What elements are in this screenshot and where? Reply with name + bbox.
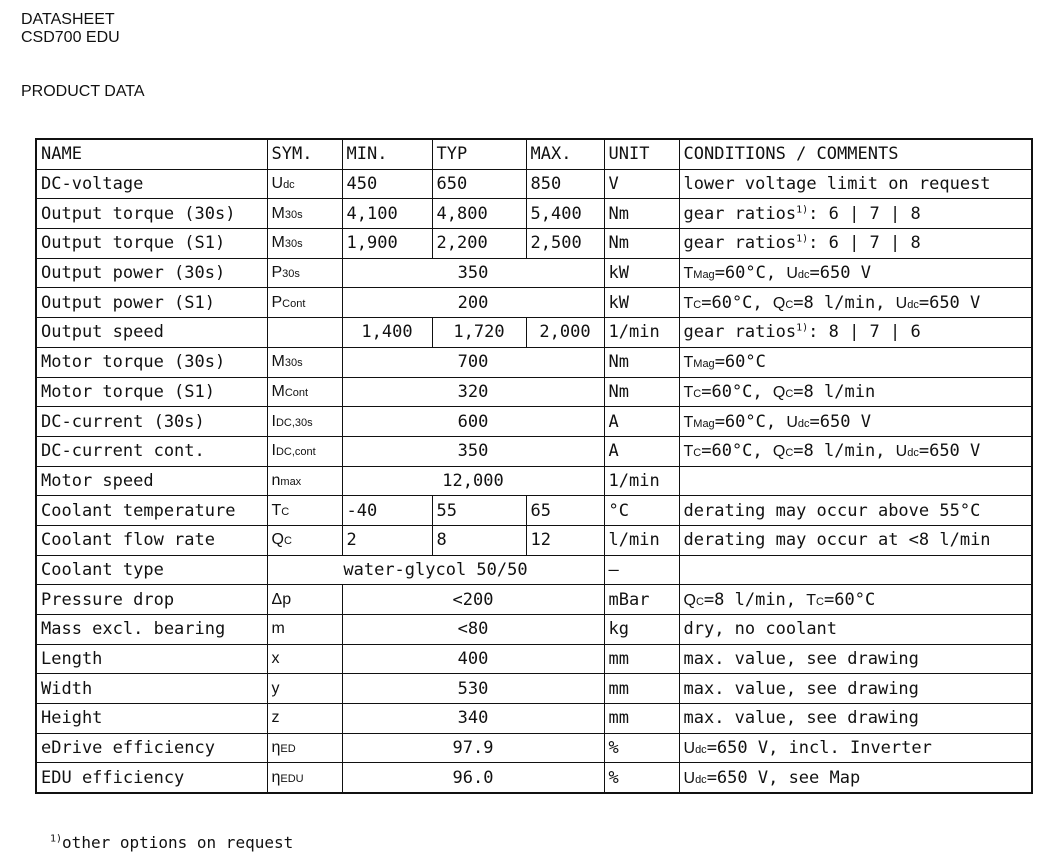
param-name: DC-voltage (36, 169, 267, 199)
cond-subscript: C (785, 298, 794, 311)
param-name: DC-current cont. (36, 436, 267, 466)
param-name: Coolant temperature (36, 496, 267, 526)
merged-value: water-glycol 50/50 (267, 555, 604, 585)
max-value: 5,400 (526, 199, 604, 229)
conditions (679, 555, 1032, 585)
unit: V (604, 169, 679, 199)
unit: mm (604, 644, 679, 674)
symbol-main: x (271, 650, 280, 668)
symbol-main: Δp (271, 590, 292, 608)
symbol-subscript: EDU (280, 772, 304, 785)
cond-text: gear ratios (683, 233, 797, 254)
symbol (267, 318, 342, 348)
symbol (267, 733, 342, 763)
conditions: derating may occur above 55°C (679, 496, 1032, 526)
cond-subscript: dc (797, 269, 810, 282)
unit: Nm (604, 347, 679, 377)
unit: 1/min (604, 318, 679, 348)
table-row (36, 615, 1032, 645)
footnote-text: other options on request (62, 833, 294, 852)
col-header-unit: UNIT (604, 139, 679, 169)
param-name: Output torque (30s) (36, 199, 267, 229)
symbol-main: z (271, 709, 280, 727)
unit: A (604, 407, 679, 437)
param-name: Mass excl. bearing (36, 615, 267, 645)
symbol-subscript: Cont (284, 386, 309, 399)
symbol-main: η (271, 739, 281, 757)
symbol (267, 585, 342, 615)
unit: % (604, 763, 679, 793)
typ-value: 4,800 (432, 199, 526, 229)
unit: mm (604, 674, 679, 704)
param-name: Length (36, 644, 267, 674)
symbol-subscript: dc (283, 179, 295, 192)
table-row (36, 377, 1032, 407)
table-row (36, 585, 1032, 615)
cond-text: =650 V (809, 263, 871, 284)
param-name: Height (36, 704, 267, 734)
table-row (36, 733, 1032, 763)
merged-value: 350 (342, 436, 604, 466)
unit: l/min (604, 525, 679, 555)
cond-text: : 6 | 7 | 8 (808, 203, 921, 224)
conditions: max. value, see drawing (679, 644, 1032, 674)
param-name: Motor speed (36, 466, 267, 496)
param-name: Output speed (36, 318, 267, 348)
table-row (36, 169, 1032, 199)
symbol (267, 347, 342, 377)
cond-text: =8 l/min, (703, 589, 807, 610)
cond-symbol: U (895, 443, 908, 461)
cond-subscript: Mag (693, 417, 715, 430)
cond-subscript: C (785, 387, 794, 400)
typ-value: 650 (432, 169, 526, 199)
cond-text: =60°C (714, 352, 766, 373)
cond-text: =60°C, (701, 292, 773, 313)
cond-text: =650 V, see Map (706, 767, 861, 788)
symbol-subscript: DC,30s (275, 416, 313, 429)
conditions: dry, no coolant (679, 615, 1032, 645)
conditions (679, 347, 1032, 377)
symbol-main: M (271, 204, 285, 222)
footnote (50, 833, 293, 852)
cond-symbol: Q (772, 383, 786, 401)
table-row (36, 704, 1032, 734)
max-value: 12 (526, 525, 604, 555)
col-header-min: MIN. (342, 139, 432, 169)
conditions: derating may occur at <8 l/min (679, 525, 1032, 555)
cond-text: : 6 | 7 | 8 (808, 233, 921, 254)
table-row (36, 763, 1032, 793)
table-row (36, 436, 1032, 466)
symbol (267, 258, 342, 288)
unit: kg (604, 615, 679, 645)
cond-text: gear ratios (683, 203, 797, 224)
max-value: 2,000 (526, 318, 604, 348)
symbol-subscript: C (283, 535, 292, 548)
symbol-main: y (271, 679, 280, 697)
param-name: Output power (30s) (36, 258, 267, 288)
conditions (679, 466, 1032, 496)
conditions (679, 377, 1032, 407)
merged-value: <200 (342, 585, 604, 615)
cond-text: : 8 | 7 | 6 (808, 322, 921, 343)
conditions (679, 229, 1032, 259)
cond-text: =8 l/min, (793, 292, 896, 313)
table-row (36, 496, 1032, 526)
min-value: 4,100 (342, 199, 432, 229)
col-header-sym: SYM. (267, 139, 342, 169)
typ-value: 8 (432, 525, 526, 555)
table-row (36, 318, 1032, 348)
cond-symbol: U (786, 413, 798, 431)
merged-value: 700 (342, 347, 604, 377)
conditions (679, 436, 1032, 466)
footnote-mark: 1) (50, 833, 63, 845)
symbol-main: T (271, 501, 282, 519)
param-name: Width (36, 674, 267, 704)
cond-subscript: dc (695, 744, 707, 757)
table-row (36, 407, 1032, 437)
table-header-row (36, 139, 1032, 169)
unit: A (604, 436, 679, 466)
symbol-subscript: 30s (284, 238, 303, 251)
unit: °C (604, 496, 679, 526)
merged-value: 340 (342, 704, 604, 734)
cond-subscript: C (693, 387, 702, 400)
table-row (36, 229, 1032, 259)
param-name: Pressure drop (36, 585, 267, 615)
merged-value: 400 (342, 644, 604, 674)
cond-symbol: T (683, 383, 694, 401)
symbol (267, 704, 342, 734)
section-title: PRODUCT DATA (21, 83, 145, 100)
conditions: lower voltage limit on request (679, 169, 1032, 199)
cond-symbol: T (806, 591, 817, 609)
cond-subscript: C (693, 447, 702, 460)
symbol-main: I (271, 442, 276, 460)
table-row (36, 644, 1032, 674)
max-value: 850 (526, 169, 604, 199)
conditions (679, 199, 1032, 229)
symbol (267, 644, 342, 674)
merged-value: 200 (342, 288, 604, 318)
min-value: 1,400 (342, 318, 432, 348)
unit: kW (604, 258, 679, 288)
table-row (36, 347, 1032, 377)
symbol-main: n (271, 471, 281, 489)
conditions: max. value, see drawing (679, 674, 1032, 704)
table-row (36, 258, 1032, 288)
conditions (679, 585, 1032, 615)
symbol (267, 466, 342, 496)
cond-symbol: U (895, 294, 908, 312)
cond-text: =8 l/min, (793, 441, 896, 462)
param-name: Output torque (S1) (36, 229, 267, 259)
cond-text: =650 V (809, 411, 871, 432)
typ-value: 2,200 (432, 229, 526, 259)
symbol (267, 436, 342, 466)
symbol (267, 199, 342, 229)
symbol (267, 615, 342, 645)
conditions (679, 763, 1032, 793)
col-header-typ: TYP (432, 139, 526, 169)
col-header-name: NAME (36, 139, 267, 169)
product-model: CSD700 EDU (21, 29, 120, 46)
symbol (267, 288, 342, 318)
param-name: eDrive efficiency (36, 733, 267, 763)
cond-text: =60°C, (701, 441, 773, 462)
cond-symbol: T (683, 354, 694, 372)
symbol-subscript: Cont (282, 297, 306, 310)
cond-symbol: U (683, 769, 696, 787)
unit: Nm (604, 377, 679, 407)
conditions (679, 258, 1032, 288)
table-row (36, 555, 1032, 585)
cond-text: =650 V, incl. Inverter (706, 738, 932, 759)
table-row (36, 288, 1032, 318)
symbol-subscript: max (280, 475, 302, 488)
param-name: Coolant flow rate (36, 525, 267, 555)
symbol-subscript: ED (280, 743, 296, 756)
min-value: 2 (342, 525, 432, 555)
symbol-subscript: 30s (282, 268, 300, 281)
table-row (36, 199, 1032, 229)
unit: – (604, 555, 679, 585)
cond-subscript: Mag (693, 269, 715, 282)
unit: 1/min (604, 466, 679, 496)
symbol-main: m (271, 620, 285, 638)
cond-symbol: U (683, 740, 696, 758)
min-value: -40 (342, 496, 432, 526)
symbol (267, 407, 342, 437)
typ-value: 55 (432, 496, 526, 526)
unit: % (604, 733, 679, 763)
param-name: Output power (S1) (36, 288, 267, 318)
param-name: DC-current (30s) (36, 407, 267, 437)
unit: kW (604, 288, 679, 318)
min-value: 450 (342, 169, 432, 199)
symbol-main: M (271, 382, 285, 400)
merged-value: 96.0 (342, 763, 604, 793)
col-header-conditions: CONDITIONS / COMMENTS (679, 139, 1032, 169)
symbol (267, 496, 342, 526)
symbol-main: η (271, 768, 281, 786)
footnote-ref: 1) (796, 322, 809, 334)
cond-text: =60°C (824, 589, 876, 610)
symbol-main: U (271, 175, 284, 193)
datasheet-label: DATASHEET (21, 11, 115, 28)
symbol-main: M (271, 234, 285, 252)
param-name: Motor torque (30s) (36, 347, 267, 377)
cond-text: =650 V (918, 292, 981, 313)
table-row (36, 525, 1032, 555)
symbol-main: I (271, 412, 276, 430)
unit: mm (604, 704, 679, 734)
symbol (267, 169, 342, 199)
cond-subscript: C (816, 595, 824, 608)
cond-subscript: dc (797, 417, 810, 430)
merged-value: 530 (342, 674, 604, 704)
cond-text: =8 l/min (793, 381, 876, 402)
cond-text: =60°C, (701, 381, 773, 402)
symbol-main: Q (271, 531, 284, 549)
cond-subscript: dc (907, 298, 919, 311)
cond-symbol: Q (772, 443, 786, 461)
symbol-subscript: 30s (284, 357, 303, 370)
cond-symbol: T (683, 265, 694, 283)
symbol (267, 377, 342, 407)
symbol-subscript: C (281, 505, 290, 518)
unit: Nm (604, 199, 679, 229)
symbol-subscript: DC,cont (275, 446, 316, 459)
cond-text: =60°C, (714, 411, 787, 432)
conditions (679, 318, 1032, 348)
cond-text: =60°C, (714, 263, 787, 284)
cond-symbol: U (786, 265, 798, 283)
conditions (679, 407, 1032, 437)
cond-subscript: C (785, 447, 794, 460)
product-data-table (35, 138, 1033, 794)
symbol (267, 229, 342, 259)
symbol-subscript: 30s (284, 208, 303, 221)
typ-value: 1,720 (432, 318, 526, 348)
cond-symbol: T (683, 443, 694, 461)
cond-symbol: Q (683, 591, 696, 609)
max-value: 2,500 (526, 229, 604, 259)
cond-subscript: C (695, 595, 704, 608)
conditions (679, 733, 1032, 763)
symbol (267, 763, 342, 793)
max-value: 65 (526, 496, 604, 526)
conditions: max. value, see drawing (679, 704, 1032, 734)
merged-value: 600 (342, 407, 604, 437)
merged-value: 97.9 (342, 733, 604, 763)
cond-text: =650 V (918, 441, 981, 462)
param-name: Coolant type (36, 555, 267, 585)
conditions (679, 288, 1032, 318)
cond-subscript: dc (907, 447, 919, 460)
unit: Nm (604, 229, 679, 259)
cond-subscript: C (693, 298, 702, 311)
col-header-max: MAX. (526, 139, 604, 169)
min-value: 1,900 (342, 229, 432, 259)
unit: mBar (604, 585, 679, 615)
merged-value: 350 (342, 258, 604, 288)
cond-subscript: Mag (693, 358, 715, 371)
merged-value: 320 (342, 377, 604, 407)
merged-value: 12,000 (342, 466, 604, 496)
symbol-main: M (271, 353, 285, 371)
symbol (267, 525, 342, 555)
cond-symbol: T (683, 294, 694, 312)
param-name: EDU efficiency (36, 763, 267, 793)
symbol-main: P (271, 264, 283, 282)
symbol-main: P (271, 293, 283, 311)
param-name: Motor torque (S1) (36, 377, 267, 407)
table-row (36, 466, 1032, 496)
table-row (36, 674, 1032, 704)
cond-text: gear ratios (683, 322, 797, 343)
cond-subscript: dc (695, 773, 707, 786)
cond-symbol: Q (772, 294, 786, 312)
footnote-ref: 1) (796, 233, 809, 245)
cond-symbol: T (683, 413, 694, 431)
symbol (267, 674, 342, 704)
merged-value: <80 (342, 615, 604, 645)
footnote-ref: 1) (796, 204, 809, 216)
